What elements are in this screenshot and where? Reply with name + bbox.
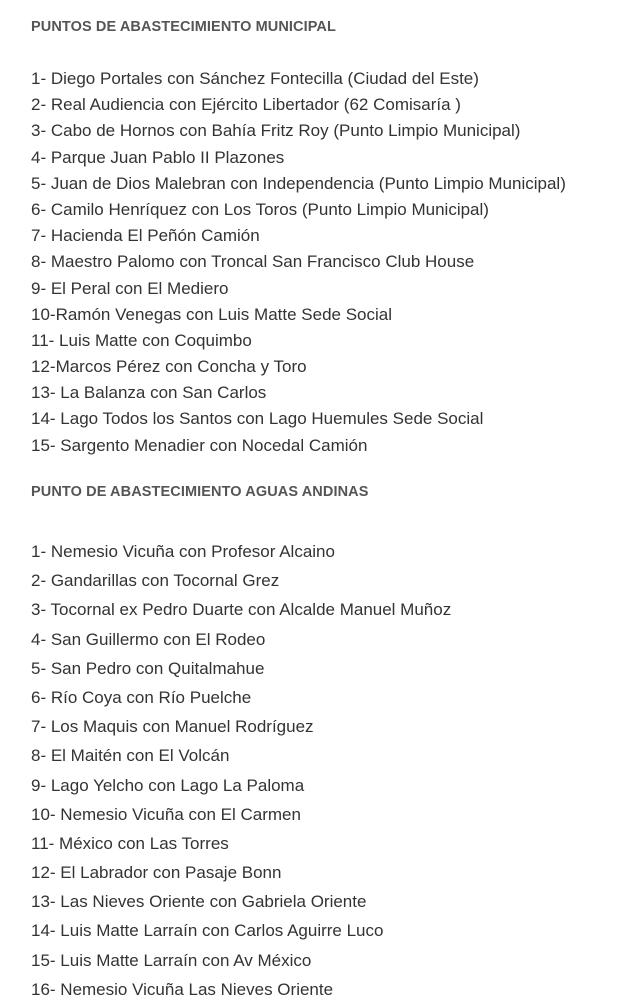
list-item: 12-Marcos Pérez con Concha y Toro <box>31 357 307 377</box>
list-item: 4- San Guillermo con El Rodeo <box>31 629 266 649</box>
list-item: 9- El Peral con El Mediero <box>31 278 229 298</box>
list-item: 12- El Labrador con Pasaje Bonn <box>31 863 282 883</box>
list-item: 8- El Maitén con El Volcán <box>31 746 230 766</box>
list-item: 15- Luis Matte Larraín con Av México <box>31 950 312 970</box>
list-item: 2- Gandarillas con Tocornal Grez <box>31 571 280 591</box>
aguas-andinas-section-heading: PUNTO DE ABASTECIMIENTO AGUAS ANDINAS <box>31 484 369 500</box>
list-item: 5- Juan de Dios Malebran con Independencia (Punto Limpio Municipal) <box>31 173 566 193</box>
municipal-points-list <box>31 66 566 459</box>
list-item: 7- Los Maquis con Manuel Rodríguez <box>31 717 314 737</box>
list-item: 16- Nemesio Vicuña Las Nieves Oriente <box>31 979 334 999</box>
municipal-section-heading: PUNTOS DE ABASTECIMIENTO MUNICIPAL <box>31 19 336 35</box>
list-item: 13- Las Nieves Oriente con Gabriela Oriente <box>31 892 367 912</box>
list-item: 3- Tocornal ex Pedro Duarte con Alcalde Manuel Muñoz <box>31 600 452 620</box>
list-item: 5- San Pedro con Quitalmahue <box>31 658 265 678</box>
aguas-andinas-points-list <box>31 537 451 1004</box>
list-item: 11- México con Las Torres <box>31 833 229 853</box>
list-item: 14- Luis Matte Larraín con Carlos Aguirre Luco <box>31 921 384 941</box>
list-item: 9- Lago Yelcho con Lago La Paloma <box>31 775 305 795</box>
list-item: 15- Sargento Menadier con Nocedal Camión <box>31 435 368 455</box>
list-item: 1- Diego Portales con Sánchez Fontecilla (Ciudad del Este) <box>31 69 479 88</box>
list-item: 3- Cabo de Hornos con Bahía Fritz Roy (Punto Limpio Municipal) <box>31 121 521 141</box>
list-item: 10-Ramón Venegas con Luis Matte Sede Social <box>31 304 393 324</box>
list-item: 6- Camilo Henríquez con Los Toros (Punto Limpio Municipal) <box>31 199 489 219</box>
list-item: 11- Luis Matte con Coquimbo <box>31 330 252 350</box>
list-item: 6- Río Coya con Río Puelche <box>31 687 252 707</box>
list-item: 14- Lago Todos los Santos con Lago Huemules Sede Social <box>31 409 484 429</box>
list-item: 1- Nemesio Vicuña con Profesor Alcaino <box>31 542 335 561</box>
list-item: 8- Maestro Palomo con Troncal San Francisco Club House <box>31 252 475 272</box>
list-item: 7- Hacienda El Peñón Camión <box>31 226 260 246</box>
list-item: 10- Nemesio Vicuña con El Carmen <box>31 804 301 824</box>
list-item: 4- Parque Juan Pablo II Plazones <box>31 147 285 167</box>
list-item: 13- La Balanza con San Carlos <box>31 383 267 403</box>
list-item: 2- Real Audiencia con Ejército Libertador (62 Comisaría ) <box>31 95 461 115</box>
